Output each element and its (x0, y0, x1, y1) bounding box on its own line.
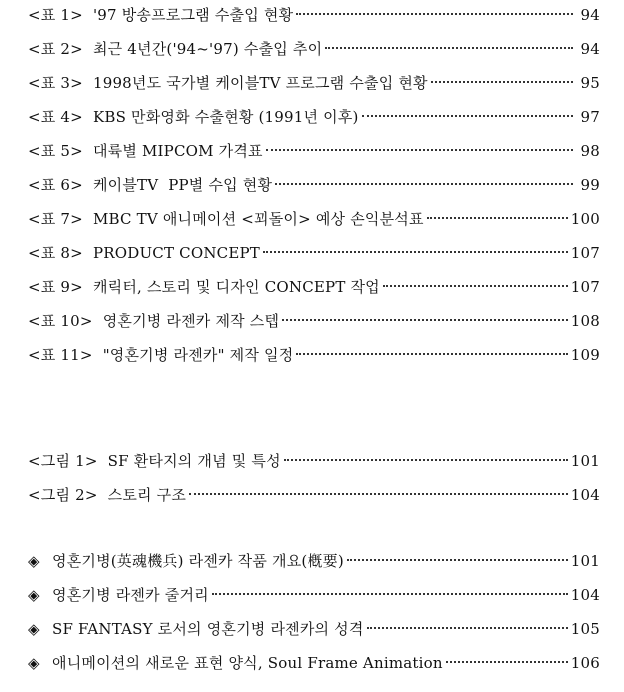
dot-leader (325, 47, 573, 49)
page-number: 104 (570, 586, 600, 604)
table-number: <표 3> (28, 74, 83, 92)
table-entry (28, 66, 600, 100)
table-title: 대륙별 MIPCOM 가격표 (92, 142, 263, 160)
page-number: 104 (570, 486, 600, 504)
topic-title: 영혼기병(英魂機兵) 라젠카 작품 개요(槪要) (52, 552, 344, 570)
page-number: 108 (570, 312, 600, 330)
dot-leader (189, 493, 568, 495)
page-number: 101 (570, 452, 600, 470)
page-number: 105 (570, 620, 600, 638)
page-number: 99 (580, 176, 600, 194)
table-number: <표 6> (28, 176, 83, 194)
dot-leader (446, 661, 568, 663)
dot-leader (296, 353, 567, 355)
dot-leader (282, 319, 568, 321)
diamond-bullet-icon: ◈ (28, 654, 40, 672)
topic-title: 애니메이션의 새로운 표현 양식, Soul Frame Animation (52, 654, 443, 672)
table-title: 최근 4년간('94~'97) 수출입 추이 (92, 40, 323, 58)
table-entry (28, 134, 600, 168)
page-number: 106 (570, 654, 600, 672)
page-number: 109 (570, 346, 600, 364)
dot-leader (367, 627, 568, 629)
table-title: 영혼기병 라젠카 제작 스텝 (102, 312, 280, 330)
diamond-bullet-icon: ◈ (28, 620, 40, 638)
topic-entry (28, 578, 600, 612)
figure-title: SF 환타지의 개념 및 특성 (107, 452, 281, 470)
figure-title: 스토리 구조 (107, 486, 187, 504)
table-number: <표 11> (28, 346, 93, 364)
table-entry (28, 304, 600, 338)
dot-leader (296, 13, 573, 15)
dot-leader (284, 459, 568, 461)
dot-leader (383, 285, 568, 287)
diamond-bullet-icon: ◈ (28, 552, 40, 570)
page-number: 94 (580, 40, 600, 58)
page-number: 107 (570, 278, 600, 296)
table-title: 케이블TV PP별 수입 현황 (92, 176, 273, 194)
table-title: "영혼기병 라젠카" 제작 일정 (102, 346, 294, 364)
table-list (28, 0, 600, 372)
figure-entry (28, 478, 600, 512)
topic-entry (28, 544, 600, 578)
dot-leader (362, 115, 573, 117)
dot-leader (431, 81, 573, 83)
table-number: <표 8> (28, 244, 83, 262)
diamond-bullet-icon: ◈ (28, 586, 40, 604)
table-number: <표 4> (28, 108, 83, 126)
table-entry (28, 100, 600, 134)
page-number: 98 (580, 142, 600, 160)
table-number: <표 1> (28, 6, 83, 24)
dot-leader (266, 149, 573, 151)
table-number: <표 7> (28, 210, 83, 228)
page-number: 101 (570, 552, 600, 570)
dot-leader (212, 593, 568, 595)
table-title: KBS 만화영화 수출현황 (1991년 이후) (92, 108, 359, 126)
table-entry (28, 168, 600, 202)
table-number: <표 5> (28, 142, 83, 160)
page-number: 95 (580, 74, 600, 92)
topic-entry (28, 646, 600, 680)
table-title: 1998년도 국가별 케이블TV 프로그램 수출입 현황 (92, 74, 428, 92)
figure-number: <그림 1> (28, 452, 98, 470)
topic-title: 영혼기병 라젠카 줄거리 (52, 586, 209, 604)
table-title: PRODUCT CONCEPT (92, 244, 260, 262)
table-number: <표 2> (28, 40, 83, 58)
table-entry (28, 32, 600, 66)
table-title: '97 방송프로그램 수출입 현황 (92, 6, 294, 24)
page-number: 107 (570, 244, 600, 262)
table-title: 캐릭터, 스토리 및 디자인 CONCEPT 작업 (92, 278, 380, 296)
dot-leader (347, 559, 568, 561)
topic-entry (28, 612, 600, 646)
dot-leader (275, 183, 573, 185)
page-number: 100 (570, 210, 600, 228)
figure-list (28, 444, 600, 512)
table-title: MBC TV 애니메이션 <꾀돌이> 예상 손익분석표 (92, 210, 424, 228)
table-entry (28, 202, 600, 236)
table-entry (28, 0, 600, 32)
table-number: <표 9> (28, 278, 83, 296)
table-entry (28, 236, 600, 270)
figure-number: <그림 2> (28, 486, 98, 504)
figure-entry (28, 444, 600, 478)
topic-list (28, 544, 600, 680)
dot-leader (427, 217, 568, 219)
dot-leader (263, 251, 568, 253)
table-entry (28, 270, 600, 304)
table-number: <표 10> (28, 312, 93, 330)
topic-title: SF FANTASY 로서의 영혼기병 라젠카의 성격 (52, 620, 364, 638)
page-number: 94 (580, 6, 600, 24)
table-entry (28, 338, 600, 372)
page-number: 97 (580, 108, 600, 126)
